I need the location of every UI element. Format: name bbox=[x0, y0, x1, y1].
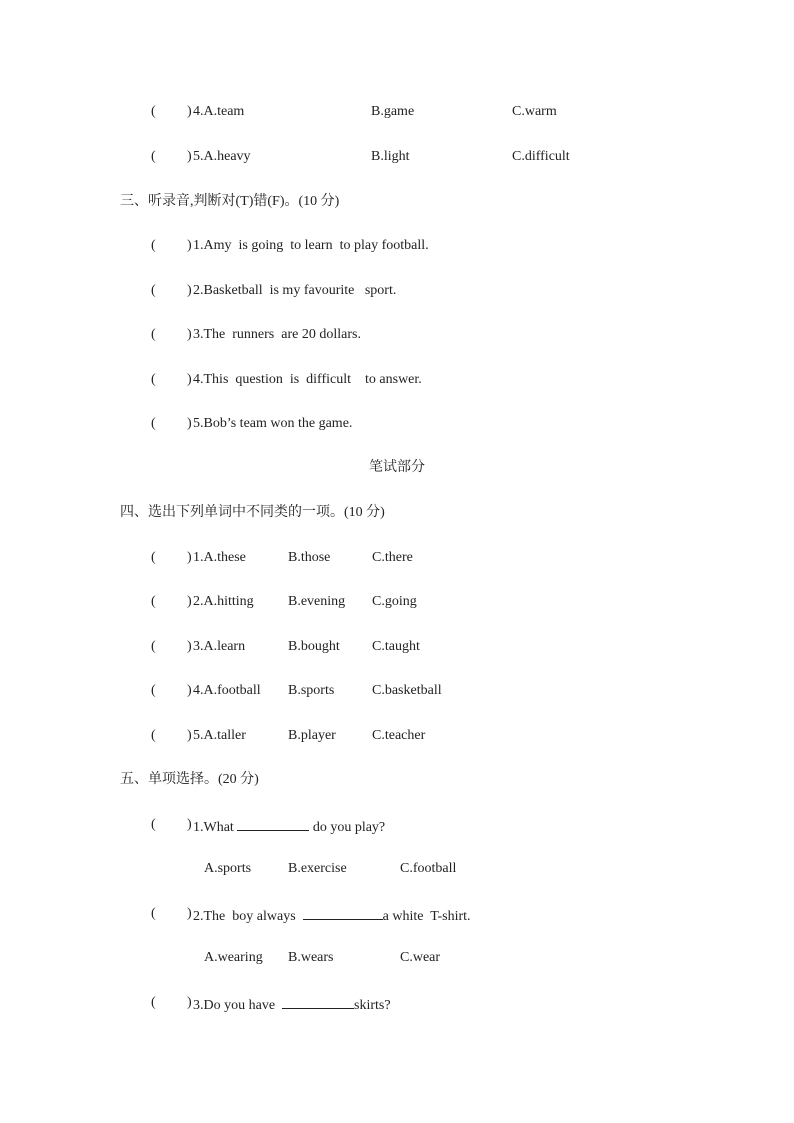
answer-paren-open[interactable]: ( bbox=[151, 995, 156, 1010]
statement-text: 2.Basketball is my favourite sport. bbox=[193, 283, 397, 298]
answer-paren-open[interactable]: ( bbox=[151, 817, 156, 832]
option-b[interactable]: B.exercise bbox=[288, 861, 347, 876]
answer-paren-close: ) bbox=[187, 817, 192, 832]
question-suffix: skirts? bbox=[354, 998, 391, 1013]
answer-paren-close: ) bbox=[187, 149, 192, 164]
option-c: C.difficult bbox=[512, 149, 570, 164]
written-part-heading: 笔试部分 bbox=[369, 460, 425, 475]
option-b: B.evening bbox=[288, 594, 346, 609]
section-5-title: 五、单项选择。(20 分) bbox=[120, 772, 259, 787]
fill-blank[interactable] bbox=[282, 994, 354, 1009]
statement-text: 5.Bob’s team won the game. bbox=[193, 416, 353, 431]
option-a[interactable]: A.wearing bbox=[204, 950, 263, 965]
answer-paren-close: ) bbox=[187, 416, 192, 431]
section-4-title: 四、选出下列单词中不同类的一项。(10 分) bbox=[120, 505, 385, 520]
option-a: 5.A.taller bbox=[193, 728, 246, 743]
question-text bbox=[193, 994, 391, 1015]
fill-blank[interactable] bbox=[303, 905, 383, 920]
answer-paren-close: ) bbox=[187, 372, 192, 387]
option-b: B.light bbox=[371, 149, 410, 164]
answer-paren-open[interactable]: ( bbox=[151, 149, 156, 164]
answer-paren-open[interactable]: ( bbox=[151, 283, 156, 298]
option-b: B.bought bbox=[288, 639, 340, 654]
option-c: C.warm bbox=[512, 104, 557, 119]
answer-paren-close: ) bbox=[187, 104, 192, 119]
answer-paren-open[interactable]: ( bbox=[151, 372, 156, 387]
answer-paren-close: ) bbox=[187, 906, 192, 921]
answer-paren-open[interactable]: ( bbox=[151, 728, 156, 743]
option-b: B.sports bbox=[288, 683, 335, 698]
option-a: 4.A.football bbox=[193, 683, 261, 698]
answer-paren-close: ) bbox=[187, 639, 192, 654]
option-c: C.basketball bbox=[372, 683, 442, 698]
option-a: 2.A.hitting bbox=[193, 594, 254, 609]
option-c: C.going bbox=[372, 594, 417, 609]
statement-text: 4.This question is difficult to answer. bbox=[193, 372, 422, 387]
answer-paren-close: ) bbox=[187, 550, 192, 565]
option-b: B.game bbox=[371, 104, 415, 119]
answer-paren-close: ) bbox=[187, 995, 192, 1010]
option-c[interactable]: C.wear bbox=[400, 950, 441, 965]
option-c: C.there bbox=[372, 550, 413, 565]
section-3-title: 三、听录音,判断对(T)错(F)。(10 分) bbox=[120, 194, 340, 209]
option-c[interactable]: C.football bbox=[400, 861, 457, 876]
option-b: B.player bbox=[288, 728, 336, 743]
answer-paren-open[interactable]: ( bbox=[151, 550, 156, 565]
option-a: 3.A.learn bbox=[193, 639, 246, 654]
answer-paren-open[interactable]: ( bbox=[151, 327, 156, 342]
option-b[interactable]: B.wears bbox=[288, 950, 334, 965]
question-suffix: do you play? bbox=[309, 820, 386, 835]
answer-paren-close: ) bbox=[187, 327, 192, 342]
question-prefix: 1.What bbox=[193, 820, 238, 835]
answer-paren-open[interactable]: ( bbox=[151, 683, 156, 698]
question-text bbox=[193, 816, 385, 837]
fill-blank[interactable] bbox=[237, 816, 309, 831]
question-suffix: a white T-shirt. bbox=[382, 909, 471, 924]
statement-text: 1.Amy is going to learn to play football. bbox=[193, 238, 429, 253]
answer-paren-open[interactable]: ( bbox=[151, 416, 156, 431]
option-b: B.those bbox=[288, 550, 331, 565]
answer-paren-open[interactable]: ( bbox=[151, 594, 156, 609]
option-a: 1.A.these bbox=[193, 550, 246, 565]
statement-text: 3.The runners are 20 dollars. bbox=[193, 327, 361, 342]
question-prefix: 2.The boy always bbox=[193, 909, 303, 924]
answer-paren-close: ) bbox=[187, 594, 192, 609]
answer-paren-close: ) bbox=[187, 283, 192, 298]
answer-paren-open[interactable]: ( bbox=[151, 639, 156, 654]
answer-paren-open[interactable]: ( bbox=[151, 104, 156, 119]
question-text bbox=[193, 905, 471, 926]
option-a: 5.A.heavy bbox=[193, 149, 251, 164]
question-prefix: 3.Do you have bbox=[193, 998, 283, 1013]
answer-paren-close: ) bbox=[187, 238, 192, 253]
option-a: 4.A.team bbox=[193, 104, 245, 119]
option-c: C.taught bbox=[372, 639, 420, 654]
answer-paren-open[interactable]: ( bbox=[151, 906, 156, 921]
answer-paren-close: ) bbox=[187, 728, 192, 743]
option-c: C.teacher bbox=[372, 728, 426, 743]
answer-paren-close: ) bbox=[187, 683, 192, 698]
answer-paren-open[interactable]: ( bbox=[151, 238, 156, 253]
option-a[interactable]: A.sports bbox=[204, 861, 252, 876]
